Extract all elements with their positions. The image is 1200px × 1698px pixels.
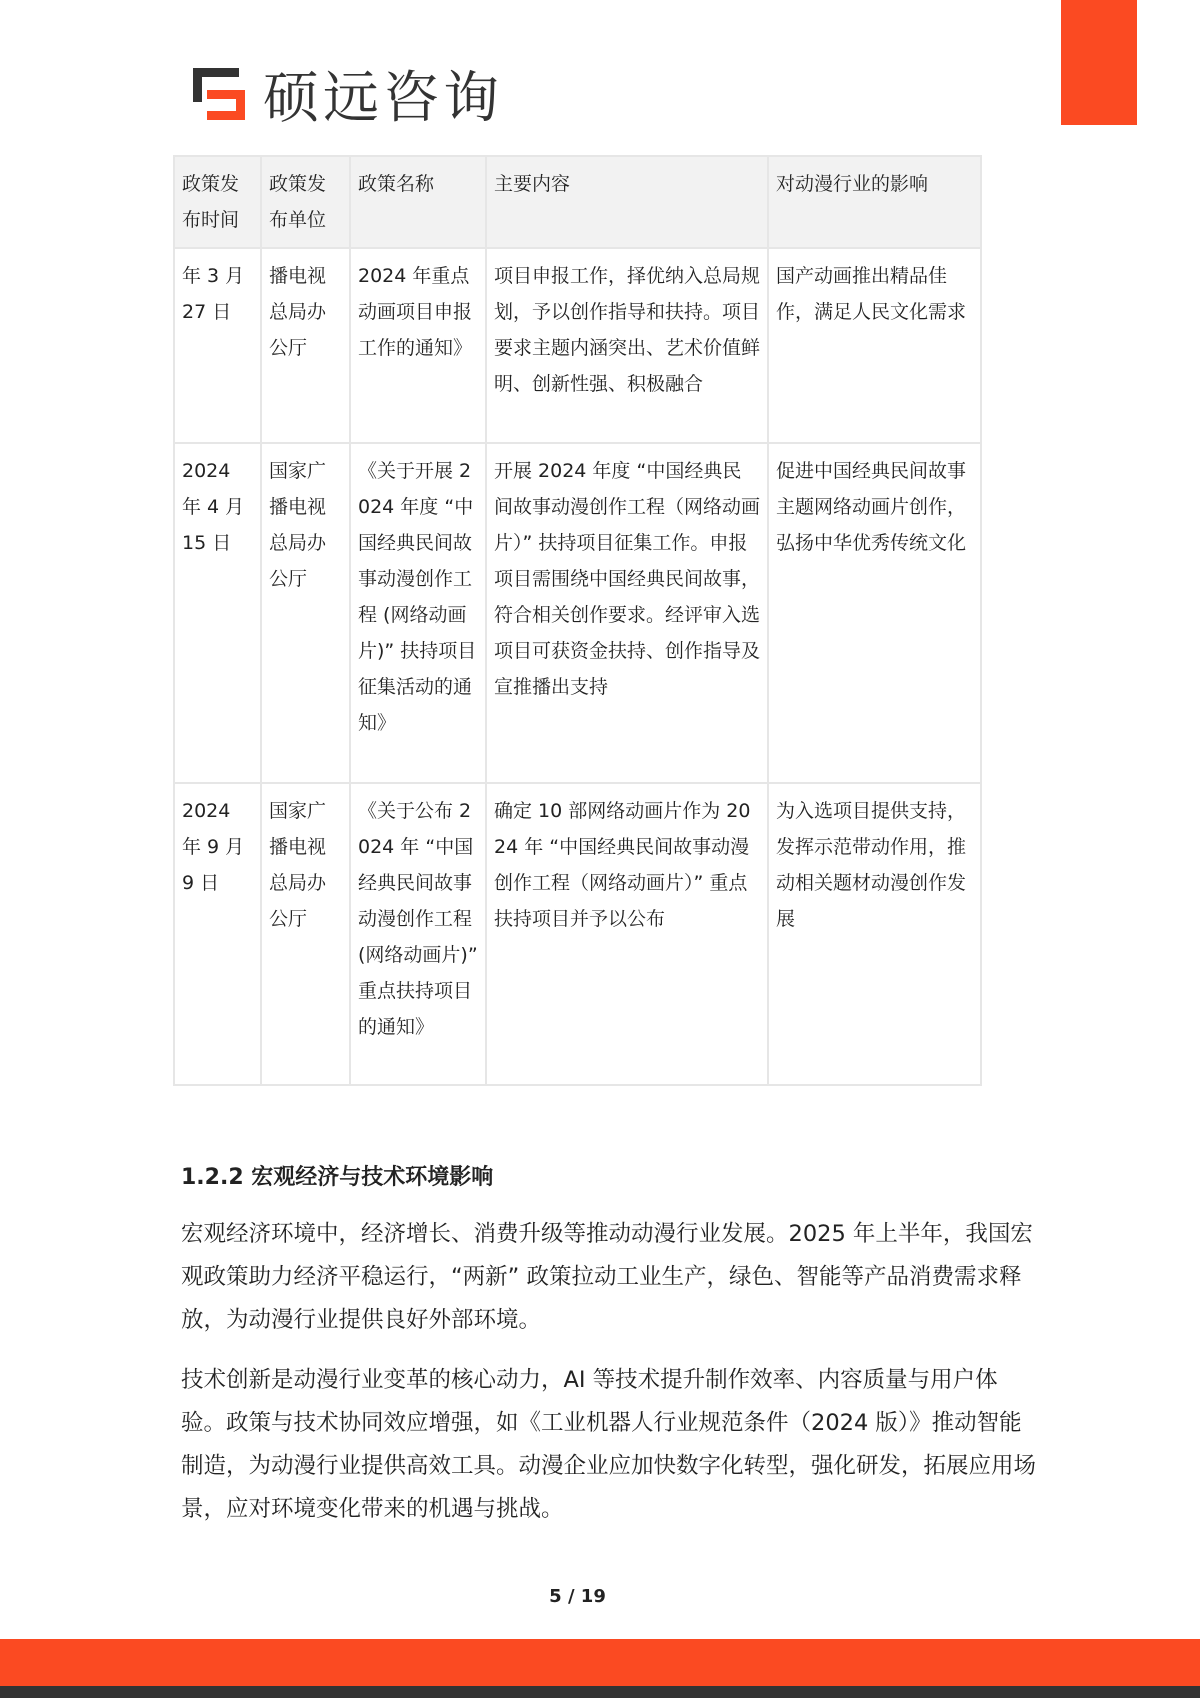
table-cell: 为入选项目提供支持，发挥示范带动作用，推动相关题材动漫创作发展 [768, 783, 981, 1085]
table-cell: 开展 2024 年度 “中国经典民间故事动漫创作工程（网络动画片）” 扶持项目征集工作。申报项目需围绕中国经典民间故事，符合相关创作要求。经评审入选项目可获资金扶持、创作指导及宣推播出支持 [486, 443, 768, 783]
policy-table [173, 155, 982, 1086]
footer-dark-strip [0, 1686, 1200, 1698]
table-cell: 2024 年 4 月 15 日 [174, 443, 261, 783]
body-paragraph: 技术创新是动漫行业变革的核心动力，AI 等技术提升制作效率、内容质量与用户体验。政策与技术协同效应增强，如《工业机器人行业规范条件（2024 版）》推动智能制造，为动漫行业提供高效工具。动漫企业应加快数字化转型，强化研发，拓展应用场景，应对环境变化带来的机遇与挑战。 [181, 1367, 1037, 1522]
column-header: 政策发布时间 [174, 156, 261, 248]
table-cell: 确定 10 部网络动画片作为 2024 年 “中国经典民间故事动漫创作工程（网络动画片）” 重点扶持项目并予以公布 [486, 783, 768, 1085]
column-header: 主要内容 [486, 156, 768, 248]
table-cell: 《关于公布 2024 年 “中国经典民间故事动漫创作工程 (网络动画片)” 重点扶持项目的通知》 [350, 783, 486, 1085]
table-cell: 国产动画推出精品佳作，满足人民文化需求 [768, 248, 981, 443]
page-number: 5 / 19 [549, 1586, 606, 1607]
table-cell: 播电视总局办公厅 [261, 248, 350, 443]
table-cell: 促进中国经典民间故事主题网络动画片创作，弘扬中华优秀传统文化 [768, 443, 981, 783]
footer-accent-bar [0, 1639, 1200, 1686]
logo-text: 硕远咨询 [263, 66, 503, 131]
column-header: 政策名称 [350, 156, 486, 248]
table-cell: 2024 年 9 月 9 日 [174, 783, 261, 1085]
logo-mark-icon [193, 68, 245, 120]
column-header: 政策发布单位 [261, 156, 350, 248]
table-header-row [174, 156, 981, 248]
table-row [174, 248, 981, 443]
table-cell: 国家广播电视总局办公厅 [261, 783, 350, 1085]
column-header: 对动漫行业的影响 [768, 156, 981, 248]
table-cell: 《关于开展 2024 年度 “中国经典民间故事动漫创作工程 (网络动画片)” 扶持项目征集活动的通知》 [350, 443, 486, 783]
table-row [174, 443, 981, 783]
table-cell: 年 3 月 27 日 [174, 248, 261, 443]
section-heading: 1.2.2 宏观经济与技术环境影响 [181, 1165, 494, 1190]
table-cell: 项目申报工作，择优纳入总局规划，予以创作指导和扶持。项目要求主题内涵突出、艺术价值鲜明、创新性强、积极融合 [486, 248, 768, 443]
corner-accent-block [1061, 0, 1137, 125]
table-cell: 2024 年重点动画项目申报工作的通知》 [350, 248, 486, 443]
body-paragraph: 宏观经济环境中，经济增长、消费升级等推动动漫行业发展。2025 年上半年，我国宏观政策助力经济平稳运行，“两新” 政策拉动工业生产，绿色、智能等产品消费需求释放，为动漫行业提供良好外部环境。 [181, 1221, 1033, 1333]
table-cell: 国家广播电视总局办公厅 [261, 443, 350, 783]
company-logo [193, 62, 503, 131]
table-row [174, 783, 981, 1085]
